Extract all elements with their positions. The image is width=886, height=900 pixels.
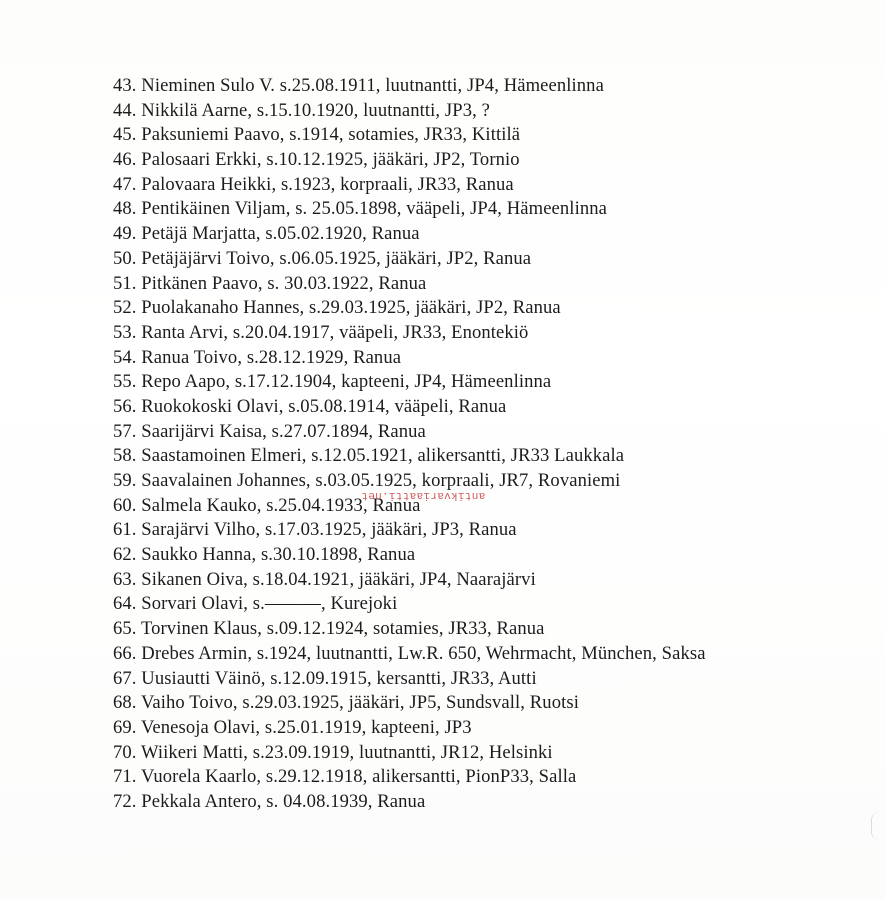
list-item: 65. Torvinen Klaus, s.09.12.1924, sotamies, JR33, Ranua [113,618,545,640]
list-item: 54. Ranua Toivo, s.28.12.1929, Ranua [113,346,402,368]
list-item: 67. Uusiautti Väinö, s.12.09.1915, kersantti, JR33, Autti [113,667,537,689]
list-item: 51. Pitkänen Paavo, s. 30.03.1922, Ranua [113,272,427,294]
list-item: 66. Drebes Armin, s.1924, luutnantti, Lw.R. 650, Wehrmacht, München, Saksa [113,642,706,664]
list-item: 69. Venesoja Olavi, s.25.01.1919, kapteeni, JP3 [113,716,472,738]
list-item: 71. Vuorela Kaarlo, s.29.12.1918, alikersantti, PionP33, Salla [113,766,577,788]
list-item: 70. Wiikeri Matti, s.23.09.1919, luutnantti, JR12, Helsinki [113,741,553,763]
list-item: 45. Paksuniemi Paavo, s.1914, sotamies, JR33, Kittilä [113,124,521,146]
list-item: 43. Nieminen Sulo V. s.25.08.1911, luutnantti, JP4, Hämeenlinna [113,75,604,96]
list-item: 44. Nikkilä Aarne, s.15.10.1920, luutnantti, JP3, ? [113,99,490,121]
page-edge-mark [871,812,882,840]
list-item: 68. Vaiho Toivo, s.29.03.1925, jääkäri, JP5, Sundsvall, Ruotsi [113,692,579,714]
list-item: 62. Saukko Hanna, s.30.10.1898, Ranua [113,544,416,566]
watermark-stamp: antikvariaatti.net [361,489,486,501]
list-item: 52. Puolakanaho Hannes, s.29.03.1925, jääkäri, JP2, Ranua [113,297,561,319]
list-item: 58. Saastamoinen Elmeri, s.12.05.1921, alikersantti, JR33 Laukkala [113,445,625,467]
list-item: 55. Repo Aapo, s.17.12.1904, kapteeni, JP4, Hämeenlinna [113,371,552,393]
list-item: 60. Salmela Kauko, s.25.04.1933, Ranua [113,494,421,516]
list-item: 72. Pekkala Antero, s. 04.08.1939, Ranua [113,790,426,812]
list-item: 47. Palovaara Heikki, s.1923, korpraali, JR33, Ranua [113,173,514,195]
list-item: 59. Saavalainen Johannes, s.03.05.1925, korpraali, JR7, Rovaniemi [113,470,621,491]
list-item: 49. Petäjä Marjatta, s.05.02.1920, Ranua [113,223,420,245]
list-item: 57. Saarijärvi Kaisa, s.27.07.1894, Ranua [113,420,426,442]
name-list [113,74,706,815]
list-item: 46. Palosaari Erkki, s.10.12.1925, jääkäri, JP2, Tornio [113,149,520,171]
list-item: 64. Sorvari Olavi, s.———, Kurejoki [113,593,398,615]
list-item: 48. Pentikäinen Viljam, s. 25.05.1898, vääpeli, JP4, Hämeenlinna [113,198,607,220]
list-item: 63. Sikanen Oiva, s.18.04.1921, jääkäri, JP4, Naarajärvi [113,568,536,590]
list-item: 61. Sarajärvi Vilho, s.17.03.1925, jääkäri, JP3, Ranua [113,519,517,541]
list-item: 50. Petäjäjärvi Toivo, s.06.05.1925, jääkäri, JP2, Ranua [113,247,532,269]
list-item: 56. Ruokokoski Olavi, s.05.08.1914, vääpeli, Ranua [113,395,507,417]
list-item: 53. Ranta Arvi, s.20.04.1917, vääpeli, JR33, Enontekiö [113,321,529,343]
